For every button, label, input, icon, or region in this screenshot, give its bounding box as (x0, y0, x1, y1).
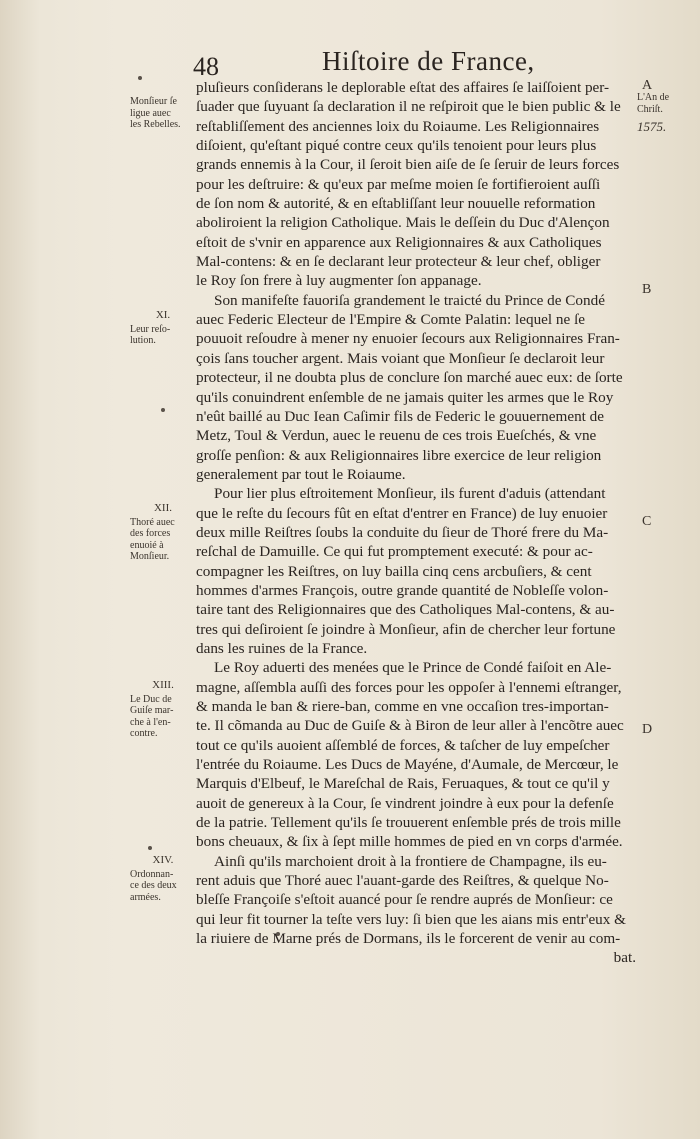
text-line: rent aduis que Thoré auec l'auant-garde des Reiſtres, & quelque No- (196, 872, 609, 890)
margin-note-line: Ordonnan- (130, 868, 174, 880)
margin-note-line: Monſieur ſe (130, 96, 177, 107)
margin-note-2 (130, 310, 196, 347)
text-line: & manda le ban & riere-ban, comme en vne occaſion tres-importan- (196, 698, 609, 715)
margin-note-line: Guiſe mar- (130, 705, 174, 716)
text-line: taire tant des Religionnaires que des Catholiques Mal-contens, & au- (196, 601, 615, 619)
margin-note-line: Monſieur. (130, 551, 170, 562)
margin-note-line: Leur reſo- (130, 323, 171, 335)
text-line: Le Roy aduerti des menées que le Prince de Condé faiſoit en Ale- (214, 659, 612, 677)
margin-year-note (637, 92, 697, 133)
text-line: de ſon nom & autorité, & en eſtabliſſant leur nouuelle reformation (196, 195, 596, 213)
text-line: dans les ruines de la France. (196, 639, 368, 657)
text-line: hommes d'armes François, outre grande quantité de Nobleſſe volon- (196, 581, 609, 599)
margin-note-line: Thoré auec (130, 516, 175, 528)
margin-note-line: contre. (130, 728, 158, 739)
text-line: bons cheuaux, & ſix à ſept mille hommes de pied en vn corps d'armée. (196, 833, 623, 851)
text-line: qui leur fit tourner la teſte vers luy: ſi bien que les aians mis entr'eux & (196, 910, 626, 928)
catchword: bat. (613, 949, 636, 967)
margin-note-line: lution. (130, 335, 156, 346)
running-title: Hiſtoire de France, (322, 46, 535, 76)
text-line: eſtoit de s'vnir en apparence aux Religionnaires & aux Catholiques (196, 233, 602, 251)
margin-letter-b: B (642, 282, 652, 297)
margin-letter-d: D (642, 722, 653, 737)
text-line: Son manifeſte fauoriſa grandement le traicté du Prince de Condé (214, 291, 605, 309)
body-text (196, 78, 636, 968)
text-line: groſſe penſion: & aux Religionnaires libre exercice de leur religion (196, 446, 602, 464)
margin-letter-c: C (642, 514, 652, 529)
margin-note-line: Le Duc de (130, 693, 172, 705)
text-line: çois ſans toucher argent. Mais voiant que Monſieur ſe declaroit leur (196, 349, 605, 367)
text-line: grands ennemis à la Cour, il ſeroit bien aiſe de ſe ſeruir de leurs forces (196, 156, 620, 174)
ink-dot (161, 408, 165, 412)
margin-year-label-1: L'An de (637, 92, 670, 103)
margin-note-number: XIV. (152, 854, 174, 866)
text-line: Metz, Toul & Verdun, auec le reuenu de ces trois Eueſchés, & vne (196, 427, 597, 445)
margin-note-line: enuoié à (130, 539, 164, 551)
margin-note-line: des forces (130, 528, 171, 539)
margin-note-number: XIII. (152, 679, 174, 691)
margin-note-line: les Rebelles. (130, 119, 181, 130)
text-line: que le reſte du ſecours fût en eſtat d'entrer en France) de luy enuoier (196, 504, 608, 522)
ink-dot (138, 76, 142, 80)
text-line: reſtabliſſement des anciennes loix du Roiaume. Les Religionnaires (196, 117, 600, 135)
text-line: la riuiere de Marne prés de Dormans, ils le forcerent de venir au com- (196, 930, 621, 948)
text-line: n'eût baillé au Duc Iean Caſimir fils de Federic le gouuernement de (196, 407, 605, 425)
margin-note-line: ce des deux (130, 880, 177, 891)
text-line: compagner les Reiſtres, on luy bailla cinq cens arcbuſiers, & cent (196, 562, 592, 580)
margin-note-number: XI. (155, 309, 171, 321)
text-line: auec Federic Electeur de l'Empire & Comte Palatin: lequel ne ſe (196, 311, 586, 329)
text-line: diſoient, qu'eſtant piqué contre ceux qu'ils tenoient pour leurs plus (196, 137, 597, 155)
page-number: 48 (193, 52, 219, 81)
text-line: magne, aſſembla auſſi des forces pour les oppoſer à l'ennemi eſtranger, (196, 678, 622, 696)
text-line: deux mille Reiſtres ſoubs la conduite du ſieur de Thoré frere du Ma- (196, 523, 609, 541)
margin-note-1 (130, 96, 196, 131)
text-line: auoit de genereux à la Cour, ſe vindrent joindre à eux pour la defenſe (196, 794, 614, 812)
text-line: Pour lier plus eſtroitement Monſieur, ils furent d'aduis (attendant (214, 485, 606, 503)
ink-dot (148, 846, 152, 850)
margin-note-line: che à l'en- (130, 716, 171, 728)
text-line: reſchal de Damuille. Ce qui fut promptement executé: & pour ac- (196, 543, 593, 561)
text-line: tout ce qu'ils auoient aſſemblé de forces, & taſcher de luy empeſcher (196, 736, 610, 754)
margin-note-5 (130, 855, 196, 903)
text-line: te. Il cõmanda au Duc de Guiſe & à Biron de leur aller à l'encõtre auec (196, 717, 624, 735)
text-line: de la patrie. Tellement qu'ils ſe trouuerent enſemble prés de trois mille (196, 814, 621, 832)
margin-note-4 (130, 680, 196, 740)
text-line: l'entrée du Roiaume. Les Ducs de Mayéne, d'Aumale, de Mercœur, le (196, 756, 619, 774)
margin-note-number: XII. (153, 502, 173, 514)
text-line: tres qui deſiroient ſe joindre à Monſieur, afin de chercher leur fortune (196, 620, 616, 638)
margin-note-3 (130, 503, 196, 563)
text-line: pluſieurs conſiderans le deplorable eſtat des affaires ſe laiſſoient per- (196, 79, 610, 96)
margin-note-line: armées. (130, 891, 161, 903)
text-line: protecteur, il ne doubta plus de conclure ſon marché auec eux: de ſorte (196, 369, 623, 387)
text-line: aboliroient la religion Catholique. Mais le deſſein du Duc d'Alençon (196, 214, 610, 232)
margin-letter-a: A (642, 78, 653, 93)
margin-year: 1575. (637, 119, 667, 134)
margin-note-line: ligue auec (130, 107, 171, 119)
text-line: pour les deſtruire: & qu'eux par meſme moien ſe fortifieroient auſſi (196, 175, 601, 193)
text-line: pouuoit reſoudre à mener ny enuoier ſecours aux Religionnaires Fran- (196, 330, 620, 348)
margin-year-label-2: Chriſt. (637, 103, 663, 115)
text-line: Ainſi qu'ils marchoient droit à la frontiere de Champagne, ils eu- (214, 852, 607, 870)
text-line: qu'ils conuindrent enſemble de ne jamais quiter les armes que le Roy (196, 388, 614, 406)
text-line: bleſſe Françoiſe s'eſtoit auancé pour ſe rendre auprés de Monſieur: ce (196, 891, 613, 909)
text-line: generalement par tout le Roiaume. (196, 465, 406, 483)
text-line: ſuader que ſuyuant ſa declaration il ne reſpiroit que le bien public & le (196, 98, 621, 116)
text-line: Marquis d'Elbeuf, le Mareſchal de Rais, Feruaques, & tout ce qu'il y (196, 775, 610, 793)
text-line: le Roy ſon frere à luy augmenter ſon appanage. (196, 272, 482, 290)
text-line: Mal-contens: & en ſe declarant leur protecteur & leur chef, obliger (196, 253, 601, 271)
